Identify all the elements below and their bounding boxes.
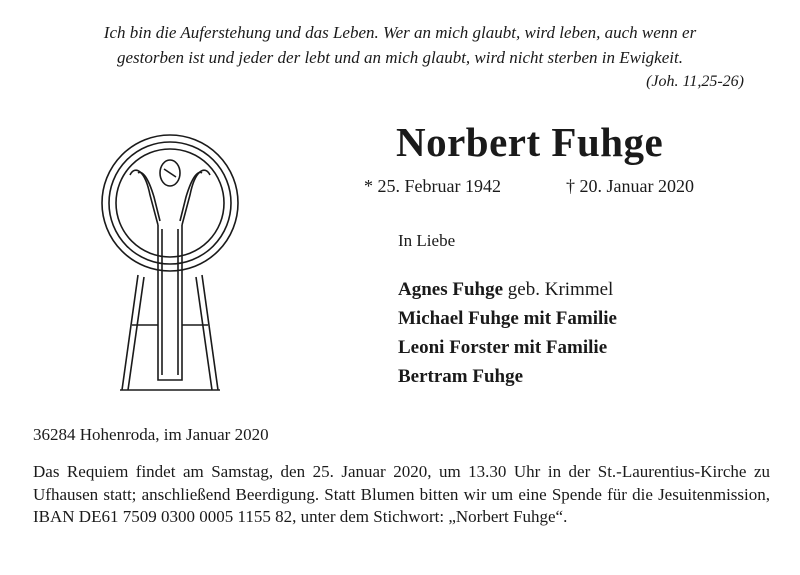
mourners-list — [398, 275, 617, 391]
bible-quote-reference: (Joh. 11,25-26) — [646, 73, 744, 90]
bible-quote-line-1: Ich bin die Auferstehung und das Leben. Wer an mich glaubt, wird leben, auch wenn er — [103, 23, 697, 42]
bible-quote-line-2: gestorben ist und jeder der lebt und an mich glaubt, wird nicht sterben in Ewigkeit. — [117, 48, 683, 67]
mourner-name: Leoni Forster mit Familie — [398, 337, 608, 358]
mourner-name: Agnes Fuhge — [398, 279, 504, 300]
mourner-entry — [398, 275, 617, 304]
mourner-entry — [398, 333, 617, 362]
mourner-entry — [398, 362, 617, 391]
place-and-date: 36284 Hohenroda, im Januar 2020 — [33, 425, 269, 444]
birth-date: * 25. Februar 1942 — [364, 176, 501, 196]
resurrection-figure-icon — [100, 125, 240, 410]
requiem-notice: Das Requiem findet am Samstag, den 25. Januar 2020, um 13.30 Uhr in der St.-Laurentius-Kirche zu Ufhausen statt; anschließend Beerdigung. Statt Blumen bitten wir um eine Spende für die Jesuitenmission, IBAN DE61 7509 0300 0005 1155 82, unter dem Stichwort: „Norbert Fuhge“. — [33, 462, 770, 526]
deceased-name: Norbert Fuhge — [396, 119, 664, 165]
mourner-name: Michael Fuhge mit Familie — [398, 308, 617, 329]
mourners-intro: In Liebe — [398, 231, 456, 250]
death-date: † 20. Januar 2020 — [566, 176, 694, 196]
bible-quote — [20, 20, 780, 70]
mourner-suffix: geb. Krimmel — [503, 279, 614, 300]
mourner-entry — [398, 304, 617, 333]
mourner-name: Bertram Fuhge — [398, 366, 524, 387]
